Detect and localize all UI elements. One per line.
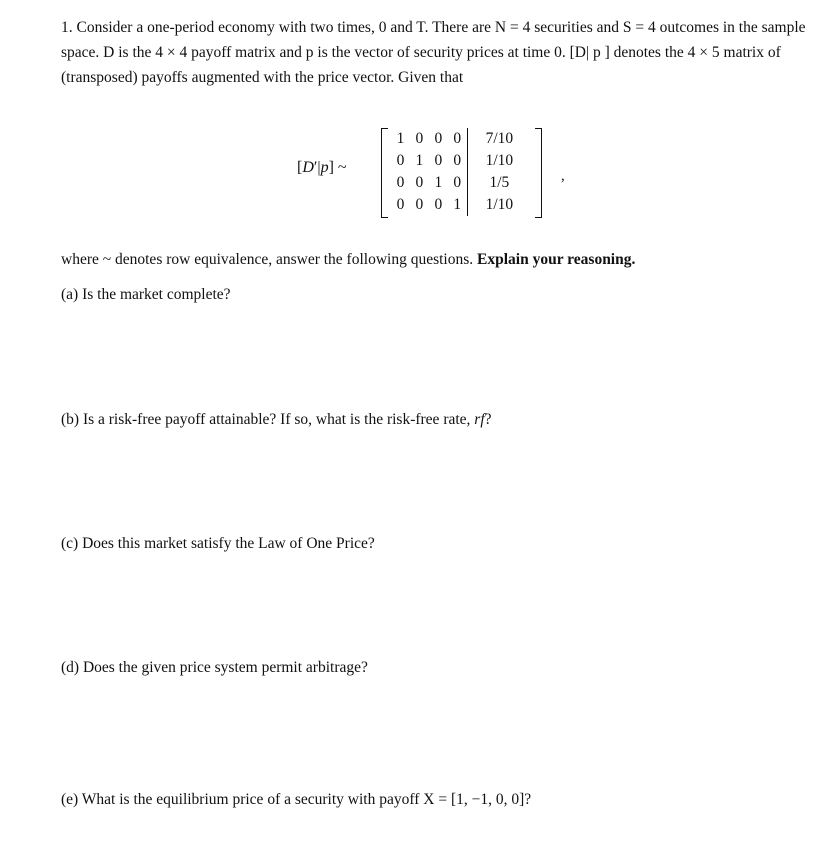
matrix-grid — [391, 128, 531, 216]
matrix-lhs — [297, 159, 347, 177]
matrix-cell: 0 — [415, 130, 424, 147]
lhs-close-tilde: ] ~ — [328, 159, 347, 176]
matrix-cell: 0 — [396, 174, 405, 191]
lhs-open-bracket: [ — [297, 159, 303, 176]
where-text: where ~ denotes row equivalence, answer the following questions. — [61, 251, 474, 268]
matrix-price-cell: 1/10 — [467, 150, 531, 172]
matrix-cell: 0 — [434, 130, 443, 147]
instructions — [61, 249, 635, 271]
matrix-price-cell: 1/10 — [467, 194, 531, 216]
matrix-row-2 — [391, 150, 531, 172]
risk-free-rate-symbol: rf — [474, 411, 485, 428]
problem-intro: 1. Consider a one-period economy with two times, 0 and T. There are N = 4 securities and S = 4 outcomes in the sample space. D is the 4 × 4 payoff matrix and p is the vector of security prices at time 0. [D| p ] denotes the 4 × 5 matrix of (transposed) payoffs augmented with the price vector. Given that — [61, 19, 806, 86]
matrix-left-bracket — [381, 128, 388, 218]
matrix-cell: 0 — [415, 196, 424, 213]
matrix-cell: 0 — [396, 152, 405, 169]
matrix-row-4 — [391, 194, 531, 216]
question-a: (a) Is the market complete? — [61, 286, 231, 303]
question-b-text: (b) Is a risk-free payoff attainable? If so, what is the risk-free rate, — [61, 411, 471, 428]
matrix-price-cell: 7/10 — [467, 128, 531, 150]
question-c: (c) Does this market satisfy the Law of One Price? — [61, 535, 375, 552]
lhs-prime-bar: ′| — [313, 159, 321, 176]
matrix-cell: 0 — [453, 152, 462, 169]
explain-reasoning: Explain your reasoning. — [477, 251, 636, 268]
matrix-cell: 1 — [396, 130, 405, 147]
question-b — [61, 409, 492, 431]
matrix-cell: 0 — [396, 196, 405, 213]
matrix-cell: 0 — [434, 196, 443, 213]
question-e: (e) What is the equilibrium price of a security with payoff X = [1, −1, 0, 0]? — [61, 791, 532, 808]
matrix-cell: 0 — [434, 152, 443, 169]
lhs-d-symbol: D — [302, 159, 314, 176]
matrix-price-cell: 1/5 — [467, 172, 531, 194]
matrix-right-bracket — [535, 128, 542, 218]
matrix-row-3 — [391, 172, 531, 194]
question-d: (d) Does the given price system permit arbitrage? — [61, 659, 368, 676]
matrix-cell: 1 — [453, 196, 462, 213]
matrix-trailing-comma: , — [561, 168, 565, 184]
matrix-cell: 1 — [434, 174, 443, 191]
question-b-mark: ? — [484, 411, 492, 428]
matrix-row-1 — [391, 128, 531, 150]
lhs-p-symbol: p — [320, 159, 329, 176]
matrix-cell: 1 — [415, 152, 424, 169]
matrix-cell: 0 — [453, 174, 462, 191]
matrix-cell: 0 — [415, 174, 424, 191]
matrix-cell: 0 — [453, 130, 462, 147]
